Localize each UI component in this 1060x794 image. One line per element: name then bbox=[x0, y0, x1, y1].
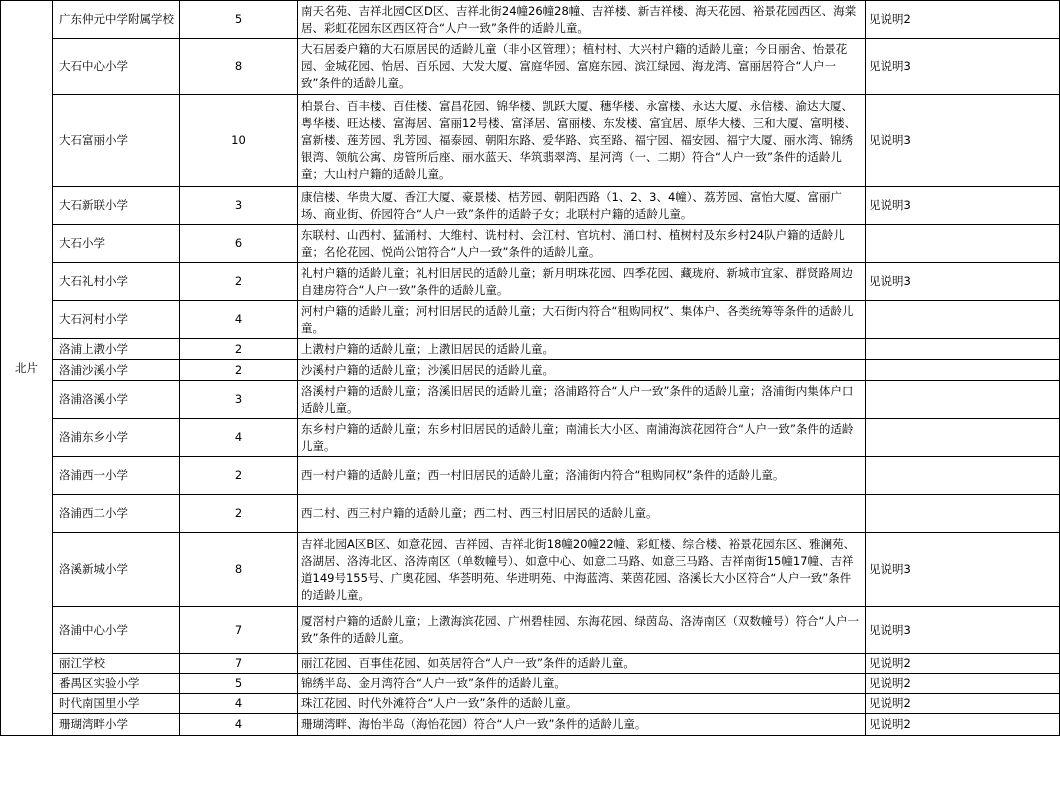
class-count-cell: 4 bbox=[180, 714, 298, 736]
class-count-cell: 10 bbox=[180, 95, 298, 187]
table-row bbox=[1, 495, 1060, 533]
school-name-cell: 番禺区实验小学 bbox=[53, 674, 180, 694]
school-name-cell: 大石富丽小学 bbox=[53, 95, 180, 187]
school-name-cell: 广东仲元中学附属学校 bbox=[53, 1, 180, 39]
enrollment-area-cell: 大石居委户籍的大石原居民的适龄儿童（非小区管理）；植村村、大兴村户籍的适龄儿童；今日丽舍、怡景花园、金城花园、怡居、百乐园、大发大厦、富庭华园、富庭东园、滨江绿园、海龙湾、富丽居符合“人户一致”条件的适龄儿童。 bbox=[298, 39, 866, 95]
table-row bbox=[1, 225, 1060, 263]
region-cell: 北片 bbox=[1, 1, 53, 736]
table-row bbox=[1, 381, 1060, 419]
table-row bbox=[1, 339, 1060, 360]
table-row bbox=[1, 533, 1060, 607]
remark-cell bbox=[866, 339, 1060, 360]
school-name-cell: 大石新联小学 bbox=[53, 187, 180, 225]
enrollment-area-cell: 厦滘村户籍的适龄儿童；上漖海滨花园、广州碧桂园、东海花园、绿茵岛、洛涛南区（双数幢号）符合“人户一致”条件的适龄儿童。 bbox=[298, 607, 866, 654]
remark-cell: 见说明3 bbox=[866, 533, 1060, 607]
remark-cell: 见说明3 bbox=[866, 263, 1060, 301]
class-count-cell: 3 bbox=[180, 381, 298, 419]
class-count-cell: 4 bbox=[180, 301, 298, 339]
school-name-cell: 洛浦西二小学 bbox=[53, 495, 180, 533]
enrollment-area-cell: 河村户籍的适龄儿童；河村旧居民的适龄儿童；大石街内符合“租购同权”、集体户、各类统筹等条件的适龄儿童。 bbox=[298, 301, 866, 339]
remark-cell bbox=[866, 419, 1060, 457]
table-row bbox=[1, 187, 1060, 225]
class-count-cell: 2 bbox=[180, 263, 298, 301]
remark-cell: 见说明3 bbox=[866, 39, 1060, 95]
table-row bbox=[1, 301, 1060, 339]
enrollment-area-cell: 东乡村户籍的适龄儿童；东乡村旧居民的适龄儿童；南浦长大小区、南浦海滨花园符合“人户一致”条件的适龄儿童。 bbox=[298, 419, 866, 457]
enrollment-area-cell: 西一村户籍的适龄儿童；西一村旧居民的适龄儿童；洛浦街内符合“租购同权”条件的适龄儿童。 bbox=[298, 457, 866, 495]
table-row bbox=[1, 419, 1060, 457]
remark-cell bbox=[866, 457, 1060, 495]
school-name-cell: 洛溪新城小学 bbox=[53, 533, 180, 607]
enrollment-area-cell: 东联村、山西村、猛涌村、大维村、诜村村、会江村、官坑村、涌口村、植树村及东乡村24队户籍的适龄儿童；名伦花园、悦尚公馆符合“人户一致”条件的适龄儿童。 bbox=[298, 225, 866, 263]
table-row bbox=[1, 39, 1060, 95]
remark-cell: 见说明2 bbox=[866, 1, 1060, 39]
enrollment-area-cell: 南天名苑、吉祥北园C区D区、吉祥北街24幢26幢28幢、吉祥楼、新吉祥楼、海天花园、裕景花园西区、海棠居、彩虹花园东区西区符合“人户一致”条件的适龄儿童。 bbox=[298, 1, 866, 39]
class-count-cell: 8 bbox=[180, 39, 298, 95]
remark-cell: 见说明2 bbox=[866, 674, 1060, 694]
enrollment-area-cell: 西二村、西三村户籍的适龄儿童；西二村、西三村旧居民的适龄儿童。 bbox=[298, 495, 866, 533]
enrollment-area-cell: 礼村户籍的适龄儿童；礼村旧居民的适龄儿童；新月明珠花园、四季花园、藏珑府、新城市宜家、群贤路周边自建房符合“人户一致”条件的适龄儿童。 bbox=[298, 263, 866, 301]
table-row bbox=[1, 457, 1060, 495]
enrollment-area-cell: 康信楼、华贵大厦、香江大厦、豪景楼、桔芳园、朝阳西路（1、2、3、4幢）、荔芳园、富怡大厦、富丽广场、商业街、侨园符合“人户一致”条件的适龄子女；北联村户籍的适龄儿童。 bbox=[298, 187, 866, 225]
table-row bbox=[1, 1, 1060, 39]
table-row bbox=[1, 674, 1060, 694]
table-row bbox=[1, 607, 1060, 654]
class-count-cell: 3 bbox=[180, 187, 298, 225]
remark-cell: 见说明2 bbox=[866, 654, 1060, 674]
school-name-cell: 洛浦西一小学 bbox=[53, 457, 180, 495]
table-row bbox=[1, 95, 1060, 187]
class-count-cell: 5 bbox=[180, 1, 298, 39]
class-count-cell: 2 bbox=[180, 457, 298, 495]
school-name-cell: 大石礼村小学 bbox=[53, 263, 180, 301]
school-name-cell: 时代南国里小学 bbox=[53, 694, 180, 714]
table-body bbox=[1, 1, 1060, 736]
school-name-cell: 洛浦沙溪小学 bbox=[53, 360, 180, 381]
school-name-cell: 大石小学 bbox=[53, 225, 180, 263]
class-count-cell: 7 bbox=[180, 654, 298, 674]
school-name-cell: 丽江学校 bbox=[53, 654, 180, 674]
school-name-cell: 洛浦洛溪小学 bbox=[53, 381, 180, 419]
enrollment-area-cell: 沙溪村户籍的适龄儿童；沙溪旧居民的适龄儿童。 bbox=[298, 360, 866, 381]
enrollment-area-cell: 洛溪村户籍的适龄儿童；洛溪旧居民的适龄儿童；洛浦路符合“人户一致”条件的适龄儿童；洛浦街内集体户口适龄儿童。 bbox=[298, 381, 866, 419]
class-count-cell: 5 bbox=[180, 674, 298, 694]
class-count-cell: 4 bbox=[180, 694, 298, 714]
remark-cell bbox=[866, 360, 1060, 381]
school-name-cell: 洛浦上漖小学 bbox=[53, 339, 180, 360]
remark-cell: 见说明2 bbox=[866, 714, 1060, 736]
enrollment-area-cell: 丽江花园、百事佳花园、如英居符合“人户一致”条件的适龄儿童。 bbox=[298, 654, 866, 674]
remark-cell bbox=[866, 301, 1060, 339]
enrollment-area-cell: 锦绣半岛、金月湾符合“人户一致”条件的适龄儿童。 bbox=[298, 674, 866, 694]
enrollment-area-cell: 柏景台、百丰楼、百佳楼、富昌花园、锦华楼、凯跃大厦、穗华楼、永富楼、永达大厦、永信楼、渝达大厦、粤华楼、旺达楼、富海居、富丽12号楼、富泽居、富丽楼、东发楼、富宜居、原华大楼、三和大厦、富明楼、富新楼、莲芳园、乳芳园、福泰园、朝阳东路、爱华路、宾至路、福宁园、福安园、福宁大厦、丽水湾、锦绣银湾、领航公寓、房管所后座、丽水蓝天、华筑翡翠湾、星河湾（一、二期）符合“人户一致”条件的适龄儿童；大山村户籍的适龄儿童。 bbox=[298, 95, 866, 187]
enrollment-area-cell: 吉祥北园A区B区、如意花园、吉祥园、吉祥北街18幢20幢22幢、彩虹楼、综合楼、裕景花园东区、雅澜苑、洛湖居、洛涛北区、洛涛南区（单数幢号）、如意中心、如意二马路、如意三马路、吉祥南街15幢17幢、吉祥道149号155号、广奥花园、华荟明苑、华进明苑、中海蓝湾、莱茵花园、洛溪长大小区符合“人户一致”条件的适龄儿童。 bbox=[298, 533, 866, 607]
enrollment-area-cell: 珊瑚湾畔、海怡半岛（海怡花园）符合“人户一致”条件的适龄儿童。 bbox=[298, 714, 866, 736]
class-count-cell: 7 bbox=[180, 607, 298, 654]
table-row bbox=[1, 654, 1060, 674]
enrollment-area-cell: 上漖村户籍的适龄儿童；上漖旧居民的适龄儿童。 bbox=[298, 339, 866, 360]
table-row bbox=[1, 714, 1060, 736]
class-count-cell: 4 bbox=[180, 419, 298, 457]
remark-cell bbox=[866, 381, 1060, 419]
class-count-cell: 8 bbox=[180, 533, 298, 607]
school-name-cell: 洛浦东乡小学 bbox=[53, 419, 180, 457]
table-row bbox=[1, 263, 1060, 301]
school-name-cell: 珊瑚湾畔小学 bbox=[53, 714, 180, 736]
school-name-cell: 大石河村小学 bbox=[53, 301, 180, 339]
remark-cell: 见说明3 bbox=[866, 95, 1060, 187]
remark-cell: 见说明3 bbox=[866, 607, 1060, 654]
remark-cell: 见说明2 bbox=[866, 694, 1060, 714]
remark-cell bbox=[866, 495, 1060, 533]
remark-cell: 见说明3 bbox=[866, 187, 1060, 225]
school-name-cell: 洛浦中心小学 bbox=[53, 607, 180, 654]
class-count-cell: 2 bbox=[180, 339, 298, 360]
school-name-cell: 大石中心小学 bbox=[53, 39, 180, 95]
enrollment-area-cell: 珠江花园、时代外滩符合“人户一致”条件的适龄儿童。 bbox=[298, 694, 866, 714]
class-count-cell: 2 bbox=[180, 360, 298, 381]
class-count-cell: 2 bbox=[180, 495, 298, 533]
table-row bbox=[1, 360, 1060, 381]
class-count-cell: 6 bbox=[180, 225, 298, 263]
table-row bbox=[1, 694, 1060, 714]
remark-cell bbox=[866, 225, 1060, 263]
